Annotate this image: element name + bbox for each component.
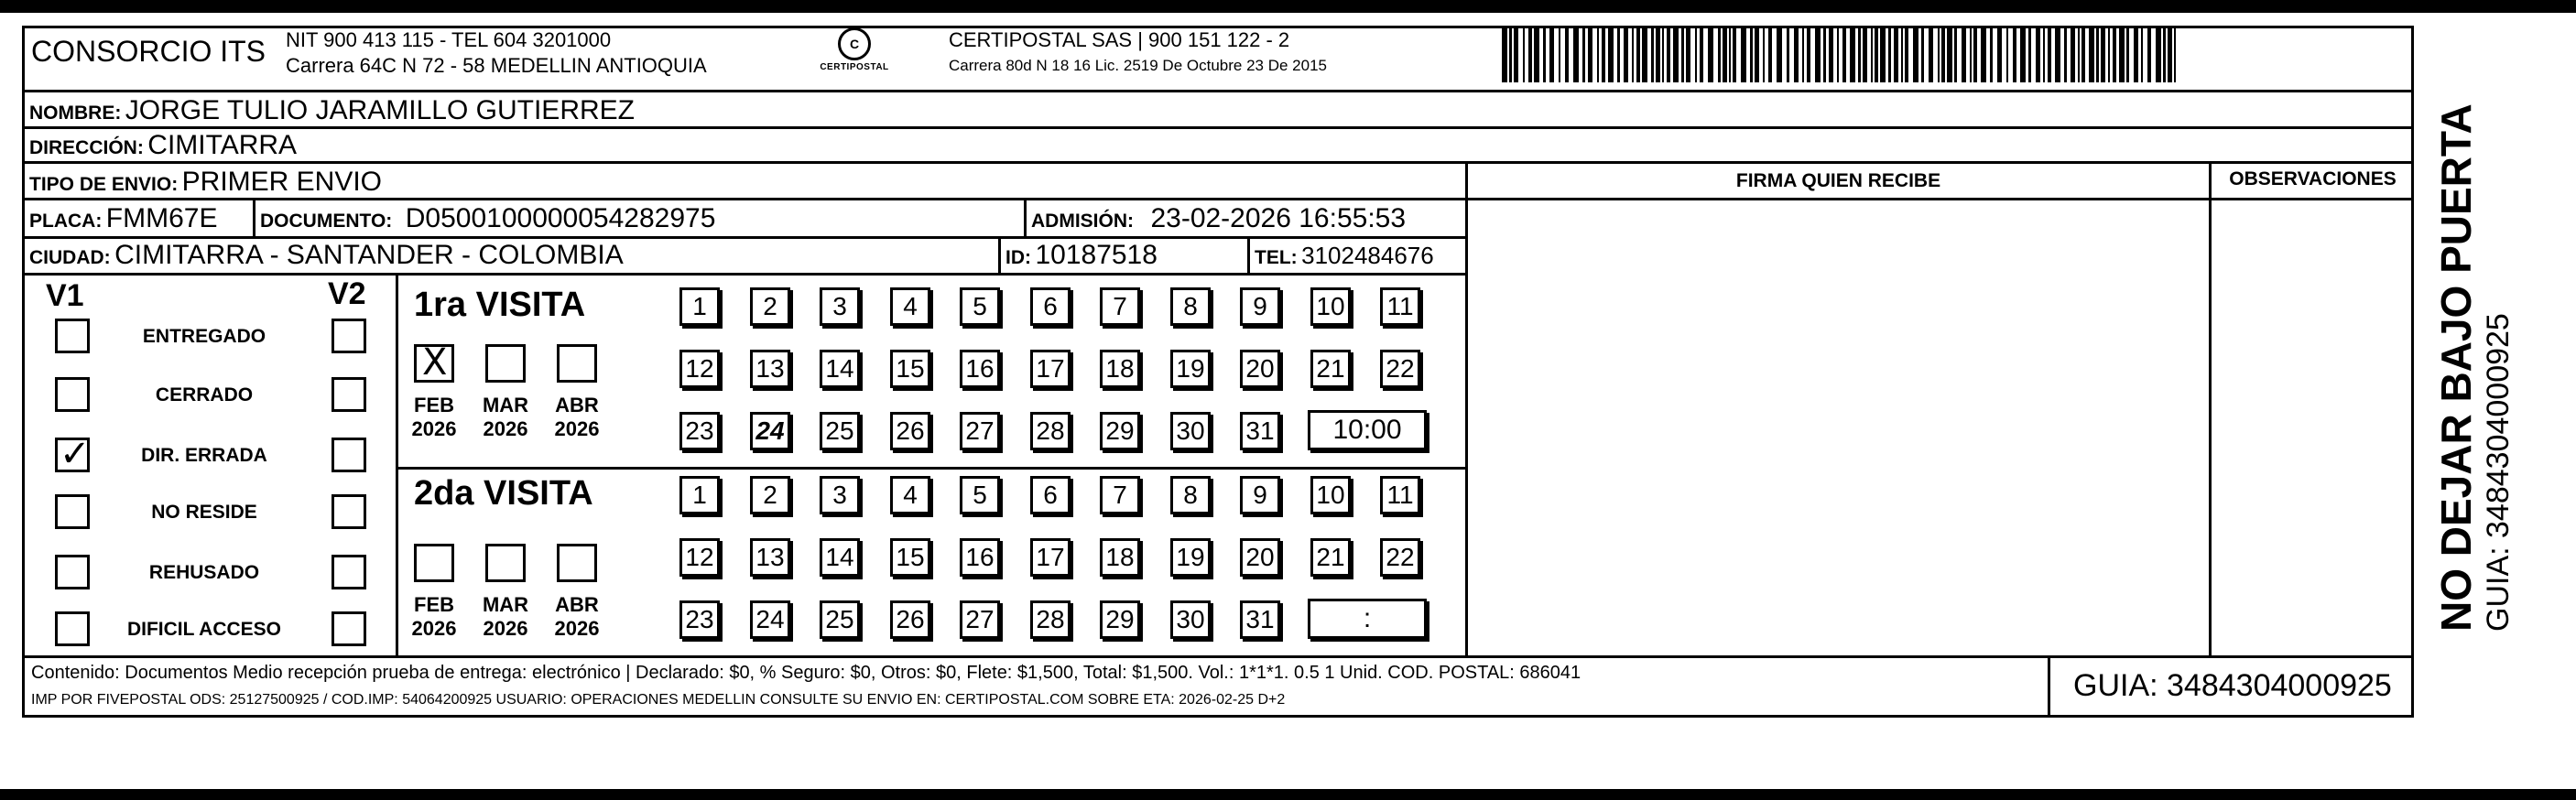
v1-header: V1 bbox=[46, 278, 84, 313]
rule bbox=[1465, 161, 1468, 655]
visita2-day-29[interactable]: 29 bbox=[1100, 600, 1140, 639]
visita1-day-23[interactable]: 23 bbox=[679, 412, 720, 450]
rule bbox=[22, 198, 1465, 200]
visita1-time[interactable]: 10:00 bbox=[1308, 410, 1427, 450]
visita2-day-24[interactable]: 24 bbox=[750, 600, 790, 639]
id-label: ID: bbox=[1005, 247, 1031, 268]
v1-checkbox[interactable] bbox=[55, 377, 90, 412]
v2-checkbox[interactable] bbox=[332, 377, 366, 412]
visita2-day-11[interactable]: 11 bbox=[1380, 476, 1420, 514]
visita1-month-label: MAR 2026 bbox=[482, 394, 529, 440]
rule bbox=[22, 90, 2414, 92]
visita2-day-26[interactable]: 26 bbox=[890, 600, 930, 639]
v1-checkbox[interactable] bbox=[55, 494, 90, 529]
visita2-day-4[interactable]: 4 bbox=[890, 476, 930, 514]
visita1-day-8[interactable]: 8 bbox=[1170, 287, 1211, 326]
visita1-day-19[interactable]: 19 bbox=[1170, 350, 1211, 388]
visita1-day-28[interactable]: 28 bbox=[1030, 412, 1071, 450]
visita2-month-label: ABR 2026 bbox=[554, 593, 600, 640]
logo-text: CERTIPOSTAL bbox=[820, 62, 889, 72]
visita1-day-21[interactable]: 21 bbox=[1310, 350, 1351, 388]
visita2-day-12[interactable]: 12 bbox=[679, 538, 720, 577]
visita1-day-5[interactable]: 5 bbox=[960, 287, 1000, 326]
tel-value: 3102484676 bbox=[1301, 242, 1434, 269]
visita1-day-6[interactable]: 6 bbox=[1030, 287, 1071, 326]
rule bbox=[1247, 236, 1250, 273]
footer-guia: GUIA: 3484304000925 bbox=[2073, 668, 2392, 703]
rule bbox=[22, 126, 2414, 129]
visita1-day-1[interactable]: 1 bbox=[679, 287, 720, 326]
id-value: 10187518 bbox=[1035, 240, 1158, 270]
status-label: CERRADO bbox=[155, 384, 254, 405]
visita1-day-10[interactable]: 10 bbox=[1310, 287, 1351, 326]
visita1-day-20[interactable]: 20 bbox=[1240, 350, 1280, 388]
observaciones-title: OBSERVACIONES bbox=[2229, 168, 2397, 189]
visita1-day-22[interactable]: 22 bbox=[1380, 350, 1420, 388]
ciudad-label: CIUDAD: bbox=[29, 247, 111, 268]
visita1-title: 1ra VISITA bbox=[414, 286, 586, 324]
visita1-day-2[interactable]: 2 bbox=[750, 287, 790, 326]
rule bbox=[1024, 198, 1027, 236]
visita2-month-box[interactable] bbox=[557, 544, 597, 582]
visita1-month-label: ABR 2026 bbox=[554, 394, 600, 440]
rule bbox=[1465, 198, 2414, 200]
visita2-day-17[interactable]: 17 bbox=[1030, 538, 1071, 577]
visita1-day-31[interactable]: 31 bbox=[1240, 412, 1280, 450]
visita1-day-30[interactable]: 30 bbox=[1170, 412, 1211, 450]
v2-checkbox[interactable] bbox=[332, 611, 366, 646]
tel-row bbox=[1255, 242, 1434, 270]
visita2-day-21[interactable]: 21 bbox=[1310, 538, 1351, 577]
visita2-day-5[interactable]: 5 bbox=[960, 476, 1000, 514]
company-name: CONSORCIO ITS bbox=[31, 35, 266, 68]
rule bbox=[22, 161, 2414, 164]
status-label: ENTREGADO bbox=[142, 326, 266, 347]
status-label: DIFICIL ACCESO bbox=[126, 619, 281, 640]
visita1-day-12[interactable]: 12 bbox=[679, 350, 720, 388]
bottom-border bbox=[0, 789, 2576, 800]
visita1-day-3[interactable]: 3 bbox=[820, 287, 860, 326]
rule bbox=[22, 655, 2414, 658]
visita1-month-box[interactable] bbox=[414, 341, 454, 384]
rule bbox=[396, 467, 1465, 470]
visita1-month-box[interactable] bbox=[485, 344, 526, 383]
visita1-day-24[interactable]: 24 bbox=[750, 412, 790, 450]
direccion-label: DIRECCIÓN: bbox=[29, 137, 144, 158]
visita1-day-14[interactable]: 14 bbox=[820, 350, 860, 388]
visita2-month-box[interactable] bbox=[485, 544, 526, 582]
rule bbox=[22, 273, 1465, 276]
placa-label: PLACA: bbox=[29, 211, 103, 232]
placa-row bbox=[29, 203, 217, 234]
id-row bbox=[1005, 240, 1158, 271]
visita1-month-label: FEB 2026 bbox=[411, 394, 457, 440]
visita2-day-2[interactable]: 2 bbox=[750, 476, 790, 514]
v1-checkbox[interactable] bbox=[55, 433, 91, 475]
visita2-month-label: FEB 2026 bbox=[411, 593, 457, 640]
visita2-day-8[interactable]: 8 bbox=[1170, 476, 1211, 514]
rule bbox=[2048, 655, 2050, 718]
cert-address: Carrera 80d N 18 16 Lic. 2519 De Octubre 23 De 2015 bbox=[949, 57, 1327, 74]
tipo-label: TIPO DE ENVIO: bbox=[29, 174, 179, 195]
visita2-day-3[interactable]: 3 bbox=[820, 476, 860, 514]
visita2-day-15[interactable]: 15 bbox=[890, 538, 930, 577]
tipo-value: PRIMER ENVIO bbox=[181, 167, 383, 197]
visita2-title: 2da VISITA bbox=[414, 474, 593, 513]
v2-checkbox[interactable] bbox=[332, 555, 366, 589]
v1-checkbox[interactable] bbox=[55, 611, 90, 646]
visita2-day-20[interactable]: 20 bbox=[1240, 538, 1280, 577]
visita2-day-9[interactable]: 9 bbox=[1240, 476, 1280, 514]
v1-checkbox[interactable] bbox=[55, 555, 90, 589]
visita2-month-label: MAR 2026 bbox=[482, 593, 529, 640]
visita2-day-18[interactable]: 18 bbox=[1100, 538, 1140, 577]
visita2-day-25[interactable]: 25 bbox=[820, 600, 860, 639]
visita2-day-27[interactable]: 27 bbox=[960, 600, 1000, 639]
visita1-day-11[interactable]: 11 bbox=[1380, 287, 1420, 326]
label-frame bbox=[22, 26, 2414, 718]
check-mark-icon: ✓ bbox=[60, 433, 91, 475]
v1-checkbox[interactable] bbox=[55, 319, 90, 353]
visita1-day-4[interactable]: 4 bbox=[890, 287, 930, 326]
logo-icon: C bbox=[838, 27, 871, 60]
visita2-day-10[interactable]: 10 bbox=[1310, 476, 1351, 514]
visita1-day-17[interactable]: 17 bbox=[1030, 350, 1071, 388]
v2-header: V2 bbox=[328, 276, 366, 311]
visita2-day-13[interactable]: 13 bbox=[750, 538, 790, 577]
ciudad-value: CIMITARRA - SANTANDER - COLOMBIA bbox=[114, 240, 624, 270]
documento-row bbox=[260, 203, 715, 234]
top-border bbox=[0, 0, 2576, 13]
admision-label: ADMISIÓN: bbox=[1031, 211, 1134, 232]
documento-label: DOCUMENTO: bbox=[260, 211, 393, 232]
ciudad-row bbox=[29, 240, 624, 271]
visita1-day-15[interactable]: 15 bbox=[890, 350, 930, 388]
visita2-month-box[interactable] bbox=[414, 544, 454, 582]
visita1-day-26[interactable]: 26 bbox=[890, 412, 930, 450]
visita1-day-29[interactable]: 29 bbox=[1100, 412, 1140, 450]
x-mark-icon: X bbox=[422, 341, 448, 384]
status-label: DIR. ERRADA bbox=[141, 445, 267, 466]
no-dejar-bajo-puerta: NO DEJAR BAJO PUERTA bbox=[2432, 103, 2480, 632]
direccion-value: CIMITARRA bbox=[147, 130, 298, 160]
admision-row bbox=[1031, 203, 1406, 234]
visita2-day-1[interactable]: 1 bbox=[679, 476, 720, 514]
tipo-row bbox=[29, 167, 382, 198]
visita1-day-16[interactable]: 16 bbox=[960, 350, 1000, 388]
footer-contenido: Contenido: Documentos Medio recepción prueba de entrega: electrónico | Declarado: $0, % Seguro: $0, Otros: $0, Flete: $1,500, Total: $1,500. Vol.: 1*1*1. 0.5 1 Unid. COD. POSTAL: 686041 bbox=[31, 663, 1581, 683]
placa-value: FMM67E bbox=[105, 203, 218, 233]
status-label: REHUSADO bbox=[148, 562, 260, 583]
visita2-day-6[interactable]: 6 bbox=[1030, 476, 1071, 514]
v2-checkbox[interactable] bbox=[332, 438, 366, 472]
direccion-row bbox=[29, 130, 297, 161]
visita2-day-23[interactable]: 23 bbox=[679, 600, 720, 639]
visita1-month-box[interactable] bbox=[557, 344, 597, 383]
visita2-day-7[interactable]: 7 bbox=[1100, 476, 1140, 514]
footer-imp: IMP POR FIVEPOSTAL ODS: 25127500925 / COD.IMP: 54064200925 USUARIO: OPERACIONES MEDELLIN CONSULTE SU ENVIO EN: CERTIPOSTAL.COM SOBRE ETA: 2026-02-25 D+2 bbox=[31, 692, 1286, 708]
v2-checkbox[interactable] bbox=[332, 494, 366, 529]
status-label: NO RESIDE bbox=[151, 502, 257, 523]
visita2-time[interactable]: : bbox=[1308, 599, 1427, 639]
visita2-day-14[interactable]: 14 bbox=[820, 538, 860, 577]
rule bbox=[2209, 161, 2212, 655]
nit-line: NIT 900 413 115 - TEL 604 3201000 bbox=[286, 28, 612, 51]
side-guia: GUIA: 3484304000925 bbox=[2481, 313, 2516, 632]
address-line: Carrera 64C N 72 - 58 MEDELLIN ANTIOQUIA bbox=[286, 54, 707, 77]
documento-value: D0500100000054282975 bbox=[405, 203, 716, 233]
visita2-day-31[interactable]: 31 bbox=[1240, 600, 1280, 639]
admision-value: 23-02-2026 16:55:53 bbox=[1150, 203, 1407, 233]
side-text bbox=[2431, 103, 2516, 632]
visita1-day-7[interactable]: 7 bbox=[1100, 287, 1140, 326]
tel-label: TEL: bbox=[1255, 247, 1298, 268]
visita1-day-13[interactable]: 13 bbox=[750, 350, 790, 388]
visita1-day-25[interactable]: 25 bbox=[820, 412, 860, 450]
rule bbox=[253, 198, 255, 236]
visita2-day-30[interactable]: 30 bbox=[1170, 600, 1211, 639]
rule bbox=[396, 273, 398, 655]
v2-checkbox[interactable] bbox=[332, 319, 366, 353]
firma-title: FIRMA QUIEN RECIBE bbox=[1735, 170, 1941, 191]
rule bbox=[998, 236, 1001, 273]
cert-line: CERTIPOSTAL SAS | 900 151 122 - 2 bbox=[949, 28, 1290, 51]
visita2-day-22[interactable]: 22 bbox=[1380, 538, 1420, 577]
visita1-day-27[interactable]: 27 bbox=[960, 412, 1000, 450]
visita2-day-16[interactable]: 16 bbox=[960, 538, 1000, 577]
nombre-value: JORGE TULIO JARAMILLO GUTIERREZ bbox=[125, 95, 635, 125]
nombre-row bbox=[29, 95, 635, 126]
visita2-day-28[interactable]: 28 bbox=[1030, 600, 1071, 639]
visita1-day-18[interactable]: 18 bbox=[1100, 350, 1140, 388]
nombre-label: NOMBRE: bbox=[29, 103, 122, 124]
visita2-day-19[interactable]: 19 bbox=[1170, 538, 1211, 577]
visita1-day-9[interactable]: 9 bbox=[1240, 287, 1280, 326]
